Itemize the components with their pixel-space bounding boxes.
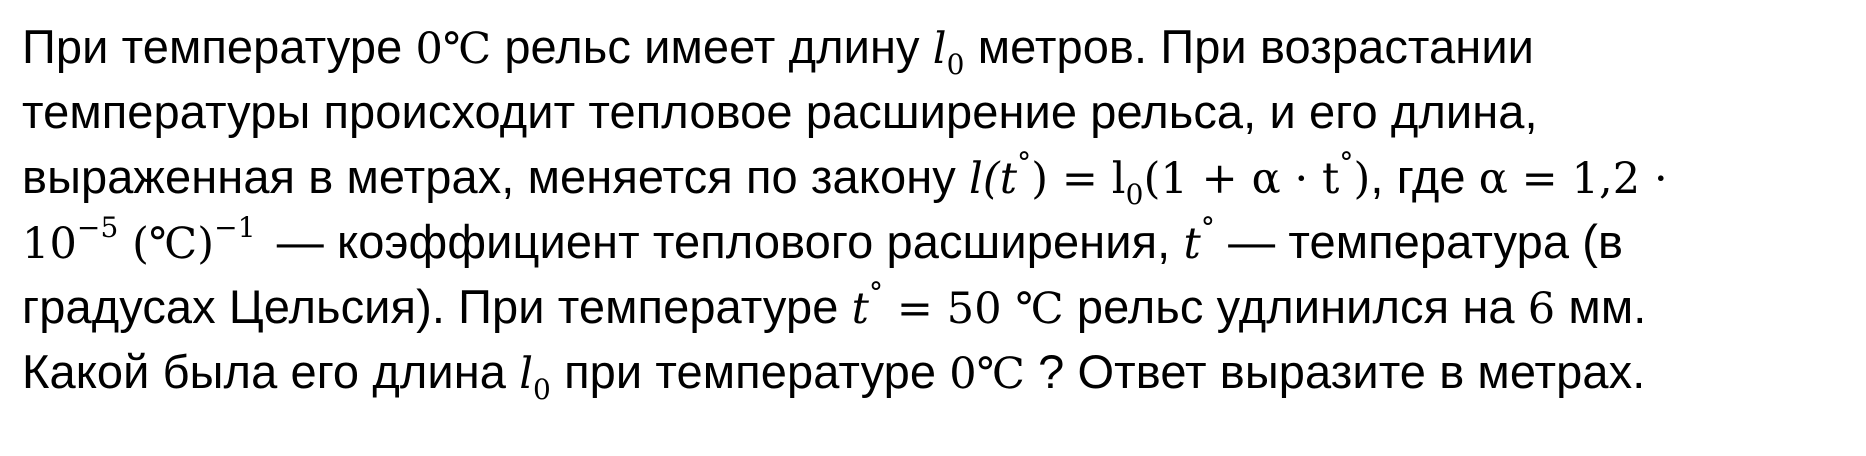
math-superscript: ° [869,276,884,309]
math-t-degree: t [851,284,870,334]
math-subscript: 0 [533,372,551,406]
math-subscript: 0 [1125,177,1144,211]
text-segment: выраженная в метрах, меняется по закону [22,150,970,203]
math-zero-celsius: 0℃ [949,349,1025,399]
math-temperature-value: = 50 ℃ [883,284,1064,334]
math-l-zero: l [519,349,534,399]
problem-line-2 [22,79,1846,144]
text-segment: — коэффициент теплового расширения, [263,215,1184,268]
problem-line-5 [22,274,1846,339]
math-formula-part: l(t [969,154,1018,204]
math-formula-part: ) = l [1031,154,1126,204]
math-power-of-ten: 10 [22,219,77,269]
text-segment: метров. При возрастании [964,20,1535,73]
math-celsius-unit: (℃) [118,219,215,269]
math-superscript: −1 [214,211,256,244]
math-formula-part: ) [1353,154,1371,204]
text-segment: рельс имеет длину [491,20,933,73]
math-formula-part: (1 + α · t [1143,154,1340,204]
text-segment: рельс удлинился на [1063,280,1528,333]
math-subscript: 0 [946,47,965,81]
text-segment: Какой была его длина [22,345,520,398]
text-segment: градусах Цельсия). При температуре [22,280,852,333]
math-superscript: ° [1339,146,1354,179]
math-superscript: ° [1200,211,1215,244]
text-segment: ? Ответ выразите в метрах. [1024,345,1646,398]
math-alpha-value: α = 1,2 · [1478,154,1668,204]
text-segment: температуры происходит тепловое расширение рельса, и его длина, [22,85,1538,138]
problem-line-3 [22,144,1846,209]
math-superscript: −5 [76,211,119,244]
math-superscript: ° [1017,146,1032,179]
text-segment: — температура (в [1214,215,1624,268]
problem-line-6 [22,339,1846,404]
math-t-degree: t [1183,219,1201,269]
text-segment: мм. [1555,280,1647,333]
math-l-zero: l [932,24,947,74]
text-segment: При температуре [22,20,416,73]
math-elongation-value: 6 [1527,284,1556,334]
math-zero-celsius: 0℃ [415,24,492,74]
problem-line-1 [22,14,1846,79]
text-segment: , где [1370,150,1479,203]
problem-line-4 [22,209,1846,274]
text-segment: при температуре [550,345,950,398]
